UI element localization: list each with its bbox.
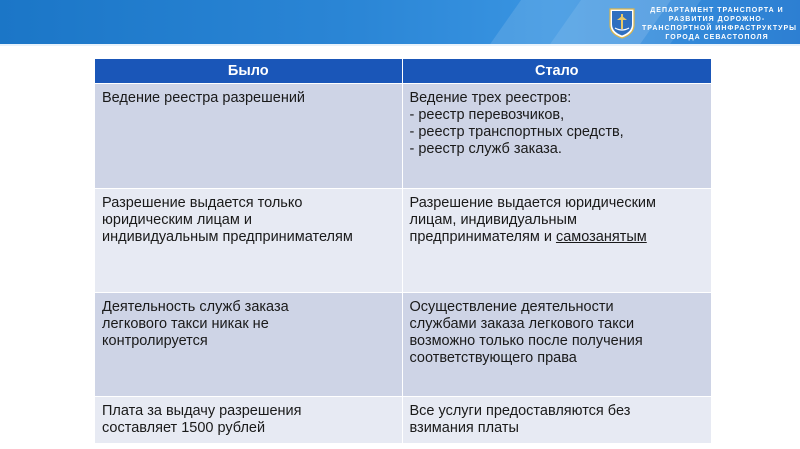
- table-row: [95, 397, 711, 444]
- cell-text-line: лицам, индивидуальным: [409, 212, 577, 228]
- cell-text-line: Осуществление деятельности: [409, 299, 614, 315]
- cell-text-line: юридическим лицам и: [102, 212, 252, 228]
- cell-text-line: Ведение реестра разрешений: [102, 90, 306, 106]
- column-header-after: Стало: [402, 59, 711, 84]
- cell-after: [402, 84, 711, 189]
- cell-text-line: - реестр служб заказа.: [409, 141, 562, 157]
- cell-text-line: соответствующего права: [409, 350, 577, 366]
- cell-after: [402, 293, 711, 397]
- cell-text-line: - реестр транспортных средств,: [409, 124, 624, 140]
- cell-text-fragment: предпринимателям и: [409, 229, 556, 245]
- cell-text-line: возможно только после получения: [409, 333, 643, 349]
- organization-name: [642, 6, 797, 42]
- org-name-line: ГОРОДА СЕВАСТОПОЛЯ: [665, 34, 769, 41]
- cell-text-line: контролируется: [102, 333, 208, 349]
- table-row: [95, 189, 711, 293]
- org-name-line: ДЕПАРТАМЕНТ ТРАНСПОРТА И: [650, 7, 784, 14]
- cell-text-line: индивидуальным предпринимателям: [102, 229, 353, 245]
- cell-before: [95, 397, 402, 444]
- cell-text-line: взимания платы: [409, 420, 519, 436]
- emphasis-underlined: самозанятым: [555, 229, 647, 245]
- org-name-line: ТРАНСПОРТНОЙ ИНФРАСТРУКТУРЫ: [642, 25, 797, 32]
- cell-before: [95, 189, 402, 293]
- cell-text-line: Разрешение выдается юридическим: [409, 195, 656, 211]
- cell-after: [402, 189, 711, 293]
- cell-after: [402, 397, 711, 444]
- cell-text-line: - реестр перевозчиков,: [409, 107, 565, 123]
- banner-divider: [0, 44, 800, 46]
- table-header-row: [95, 59, 711, 84]
- table-row: [95, 84, 711, 189]
- cell-text-line: Деятельность служб заказа: [102, 299, 289, 315]
- table-row: [95, 293, 711, 397]
- cell-text-line: [410, 229, 706, 246]
- column-header-before: Было: [95, 59, 402, 84]
- cell-text-line: легкового такси никак не: [102, 316, 269, 332]
- cell-text-line: Все услуги предоставляются без: [409, 403, 631, 419]
- comparison-table: [95, 59, 711, 443]
- sevastopol-coat-of-arms-icon: [608, 7, 636, 39]
- cell-text-line: Разрешение выдается только: [102, 195, 303, 211]
- cell-text-line: составляет 1500 рублей: [102, 420, 266, 436]
- cell-text-line: Плата за выдачу разрешения: [102, 403, 302, 419]
- cell-before: [95, 293, 402, 397]
- header-banner: [0, 0, 800, 46]
- org-name-line: РАЗВИТИЯ ДОРОЖНО-: [668, 16, 766, 23]
- cell-text-line: службами заказа легкового такси: [409, 316, 635, 332]
- cell-text-line: Ведение трех реестров:: [409, 90, 572, 106]
- cell-before: [95, 84, 402, 189]
